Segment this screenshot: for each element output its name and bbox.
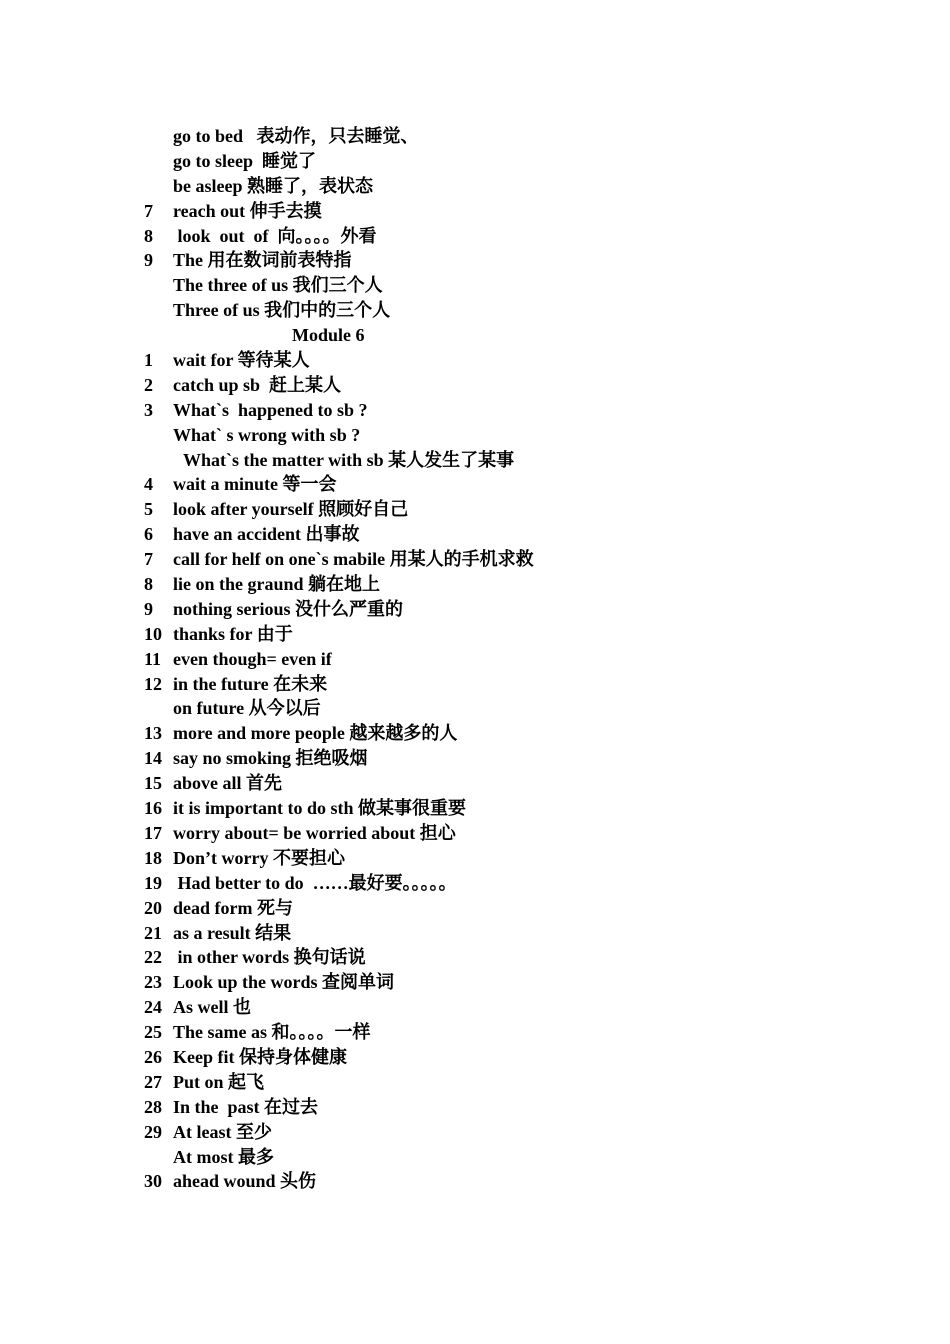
line-number: 28 [144,1096,162,1117]
module-title: Module 6 [292,325,365,346]
phrase-text: thanks for 由于 [173,623,293,644]
line-number: 15 [144,773,162,794]
phrase-line [0,1120,950,1145]
line-number: 9 [144,250,153,271]
phrase-line [0,846,950,871]
phrase-line [0,298,950,323]
phrase-text: ahead wound 头伤 [173,1171,317,1192]
phrase-text: Don’t worry 不要担心 [173,847,345,868]
phrase-line [0,1169,950,1194]
phrase-text: Put on 起飞 [173,1071,265,1092]
line-number: 23 [144,972,162,993]
phrase-text: go to bed 表动作，只去睡觉、 [173,126,419,146]
phrase-text: Look up the words 查阅单词 [173,972,395,993]
phrase-text: The same as 和。。。。一样 [173,1022,371,1043]
phrase-line [0,1095,950,1120]
phrase-line [0,647,950,672]
phrase-line [0,174,950,199]
phrase-text: lie on the graund 躺在地上 [173,574,381,595]
phrase-text: Three of us 我们中的三个人 [173,300,391,321]
phrase-text: What`s the matter with sb 某人发生了某事 [183,449,515,470]
phrase-line [0,248,950,273]
line-number: 8 [144,225,153,246]
phrase-text: look after yourself 照顾好自己 [173,499,409,520]
phrase-line [0,149,950,174]
line-number: 8 [144,574,153,595]
phrase-text: say no smoking 拒绝吸烟 [173,748,368,769]
phrase-line [0,398,950,423]
phrase-text: above all 首先 [173,773,283,794]
phrase-text: more and more people 越来越多的人 [173,723,458,744]
line-number: 20 [144,897,162,918]
phrase-text: on future 从今以后 [173,698,321,719]
phrase-line [0,622,950,647]
line-number: 7 [144,200,153,221]
line-number: 17 [144,822,162,843]
line-number: 13 [144,723,162,744]
line-number: 21 [144,922,162,943]
phrase-line [0,995,950,1020]
line-number: 10 [144,623,162,644]
phrase-text: have an accident 出事故 [173,524,360,545]
phrase-line [0,1045,950,1070]
phrase-line [0,1145,950,1170]
line-number: 5 [144,499,153,520]
phrase-line [0,796,950,821]
line-number: 29 [144,1121,162,1142]
line-number: 2 [144,374,153,395]
line-number: 19 [144,872,162,893]
phrase-line [0,448,950,473]
module-heading [0,323,950,348]
phrase-line [0,921,950,946]
phrase-text: in the future 在未来 [173,673,328,694]
phrase-text: reach out 伸手去摸 [173,200,322,221]
line-number: 6 [144,524,153,545]
phrase-text: In the past 在过去 [173,1096,319,1117]
line-number: 25 [144,1022,162,1043]
phrase-text: it is important to do sth 做某事很重要 [173,798,467,819]
phrase-text: be asleep 熟睡了，表状态 [173,175,373,196]
phrase-text: At most 最多 [173,1146,274,1167]
phrase-text: At least 至少 [173,1121,272,1142]
line-number: 3 [144,399,153,420]
phrase-text: Had better to do ……最好要。。。。。 [173,872,457,893]
phrase-text: The three of us 我们三个人 [173,275,383,296]
phrase-line [0,597,950,622]
line-number: 16 [144,798,162,819]
line-number: 9 [144,598,153,619]
phrase-line [0,572,950,597]
phrase-text: The 用在数词前表特指 [173,250,352,271]
phrase-line [0,746,950,771]
line-number: 12 [144,673,162,694]
phrase-text: Keep fit 保持身体健康 [173,1046,347,1067]
line-number: 27 [144,1071,162,1092]
phrase-line [0,224,950,249]
phrase-text: dead form 死与 [173,897,293,918]
phrase-text: nothing serious 没什么严重的 [173,598,404,619]
phrase-text: even though= even if [173,648,332,669]
phrase-list [0,124,950,1194]
phrase-line [0,373,950,398]
phrase-line [0,1020,950,1045]
line-number: 30 [144,1171,162,1192]
line-number: 4 [144,474,153,495]
phrase-line [0,124,950,149]
line-number: 24 [144,997,162,1018]
line-number: 26 [144,1046,162,1067]
phrase-text: wait a minute 等一会 [173,474,337,495]
phrase-line [0,721,950,746]
phrase-text: As well 也 [173,997,251,1018]
line-number: 11 [144,648,162,669]
phrase-text: look out of 向。。。。外看 [173,225,377,246]
phrase-text: What` s wrong with sb ? [173,424,361,445]
phrase-line [0,1070,950,1095]
line-number: 18 [144,847,162,868]
phrase-line [0,821,950,846]
phrase-line [0,348,950,373]
phrase-line [0,871,950,896]
phrase-line [0,672,950,697]
phrase-line [0,945,950,970]
line-number: 14 [144,748,162,769]
phrase-text: as a result 结果 [173,922,292,943]
phrase-line [0,896,950,921]
phrase-text: What`s happened to sb ? [173,399,368,420]
phrase-text: call for helf on one`s mabile 用某人的手机求救 [173,549,534,570]
phrase-line [0,199,950,224]
phrase-line [0,472,950,497]
phrase-line [0,771,950,796]
phrase-text: catch up sb 赶上某人 [173,374,342,395]
line-number: 1 [144,350,153,371]
phrase-line [0,970,950,995]
phrase-line [0,696,950,721]
phrase-text: wait for 等待某人 [173,350,310,371]
line-number: 7 [144,549,153,570]
phrase-line [0,522,950,547]
phrase-text: go to sleep 睡觉了 [173,150,316,171]
phrase-line [0,497,950,522]
phrase-text: in other words 换句话说 [173,947,366,968]
phrase-line [0,547,950,572]
phrase-line [0,423,950,448]
phrase-text: worry about= be worried about 担心 [173,822,456,843]
line-number: 22 [144,947,162,968]
phrase-line [0,273,950,298]
